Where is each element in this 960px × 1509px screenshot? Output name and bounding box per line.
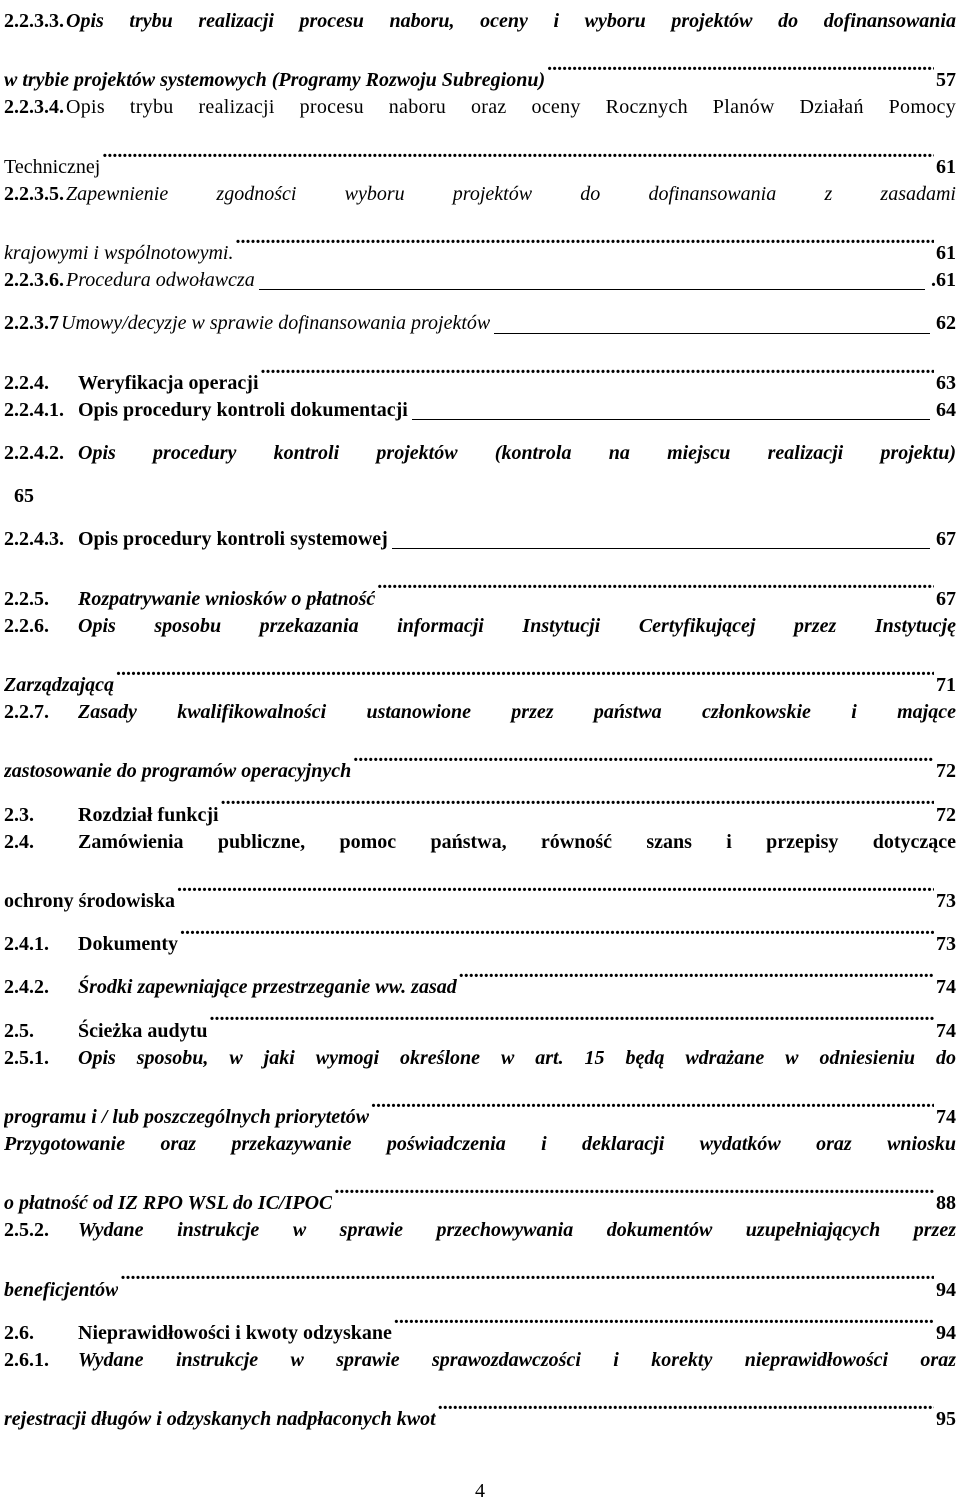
toc-number: 2.5.2. bbox=[4, 1219, 49, 1242]
toc-page-number: 62 bbox=[936, 312, 956, 335]
toc-number: 2.2.7. bbox=[4, 701, 49, 723]
toc-entry[interactable] bbox=[4, 518, 956, 561]
toc-page-number: 74 bbox=[936, 1105, 956, 1128]
toc-number: 2.2.3.6. bbox=[4, 269, 64, 292]
toc-page-number: 67 bbox=[936, 587, 956, 610]
table-of-contents bbox=[4, 0, 956, 1431]
dot-leader bbox=[259, 346, 935, 389]
toc-entry-continuation[interactable] bbox=[4, 1252, 956, 1301]
toc-number: 2.5. bbox=[4, 1019, 34, 1042]
toc-entry-continuation[interactable] bbox=[4, 216, 956, 265]
toc-title: Dokumenty bbox=[78, 933, 179, 956]
toc-number: 2.3. bbox=[4, 803, 34, 826]
toc-title: Procedura odwoławcza bbox=[66, 269, 255, 292]
toc-entry[interactable] bbox=[4, 1037, 956, 1080]
toc-title: o płatność od IZ RPO WSL do IC/IPOC bbox=[4, 1192, 333, 1215]
toc-entry[interactable] bbox=[4, 259, 956, 302]
toc-page-number: 73 bbox=[936, 933, 956, 956]
toc-entry-continuation[interactable] bbox=[4, 43, 956, 92]
toc-title: krajowymi i wspólnotowymi. bbox=[4, 242, 234, 265]
toc-title: rejestracji długów i odzyskanych nadpłaconych kwot bbox=[4, 1408, 436, 1431]
toc-title: Przygotowanie oraz przekazywanie poświadczenia i deklaracji wydatków oraz wniosku bbox=[4, 1132, 956, 1155]
dot-leader bbox=[392, 1296, 934, 1339]
toc-page-number: 63 bbox=[936, 371, 956, 394]
toc-number: 2.4.2. bbox=[4, 976, 49, 999]
dot-leader bbox=[375, 561, 934, 604]
toc-page-number: 72 bbox=[936, 803, 956, 826]
dot-leader bbox=[118, 1252, 934, 1295]
dot-leader bbox=[392, 547, 930, 549]
dot-leader bbox=[494, 332, 930, 334]
toc-page-number: 88 bbox=[936, 1192, 956, 1215]
dot-leader bbox=[114, 648, 934, 691]
dot-leader bbox=[369, 1080, 934, 1123]
toc-number: 2.2.3.5. bbox=[4, 182, 64, 205]
toc-title: Środki zapewniające przestrzeganie ww. zasad bbox=[78, 976, 457, 999]
toc-entry[interactable] bbox=[4, 302, 956, 345]
toc-page-number: 94 bbox=[936, 1321, 956, 1344]
toc-number: 2.6.1. bbox=[4, 1348, 49, 1371]
toc-page-number: 61 bbox=[936, 242, 956, 265]
toc-number: 2.2.3.7 bbox=[4, 312, 59, 335]
toc-page-number: 74 bbox=[936, 1019, 956, 1042]
toc-entry-continuation[interactable] bbox=[4, 130, 956, 178]
dot-leader bbox=[545, 43, 934, 86]
toc-title: Opis procedury kontroli systemowej bbox=[78, 528, 388, 551]
toc-title: Wydane instrukcje w sprawie przechowywania dokumentów uzupełniających przez bbox=[78, 1219, 956, 1242]
toc-title: Zamówienia publiczne, pomoc państwa, równość szans i przepisy dotyczące bbox=[78, 830, 956, 853]
toc-title: Rozdział funkcji bbox=[78, 803, 219, 826]
toc-entry[interactable] bbox=[4, 605, 956, 648]
toc-entry[interactable] bbox=[4, 1123, 956, 1166]
toc-title: Zasady kwalifikowalności ustanowione przez państwa członkowskie i mające bbox=[78, 701, 956, 723]
toc-title: ochrony środowiska bbox=[4, 889, 175, 912]
toc-entry[interactable] bbox=[4, 432, 956, 475]
toc-number: 2.2.4. bbox=[4, 371, 49, 394]
toc-title: programu i / lub poszczególnych priorytetów bbox=[4, 1105, 370, 1128]
toc-entry[interactable] bbox=[4, 1339, 956, 1382]
toc-entry[interactable] bbox=[4, 561, 956, 610]
toc-title: Nieprawidłowości i kwoty odzyskane bbox=[78, 1321, 392, 1344]
dot-leader bbox=[233, 216, 934, 259]
toc-page-number: 61 bbox=[936, 155, 956, 178]
toc-title: Weryfikacja operacji bbox=[78, 371, 259, 394]
dot-leader bbox=[412, 418, 930, 420]
toc-page-number: 72 bbox=[936, 760, 956, 783]
toc-title: Ścieżka audytu bbox=[78, 1019, 208, 1042]
toc-page-number: 95 bbox=[936, 1408, 956, 1431]
dot-leader bbox=[178, 907, 934, 950]
toc-entry[interactable] bbox=[4, 173, 956, 216]
dot-leader bbox=[457, 950, 934, 993]
toc-number: 2.2.4.2. bbox=[4, 441, 64, 464]
toc-entry[interactable] bbox=[4, 346, 956, 394]
toc-title: zastosowanie do programów operacyjnych bbox=[4, 760, 352, 783]
toc-page-number: 65 bbox=[14, 485, 34, 508]
toc-page-number: 67 bbox=[936, 528, 956, 551]
toc-entry[interactable] bbox=[4, 691, 956, 734]
toc-number: 2.2.5. bbox=[4, 587, 49, 610]
dot-leader bbox=[207, 993, 934, 1036]
toc-entry-continuation[interactable] bbox=[4, 475, 956, 518]
page-footer-number: 4 bbox=[475, 1480, 485, 1502]
toc-entry[interactable] bbox=[4, 86, 956, 129]
toc-title: Opis trybu realizacji procesu naboru oraz oceny Rocznych Planów Działań Pomocy bbox=[66, 96, 956, 119]
toc-entry-continuation[interactable] bbox=[4, 864, 956, 912]
toc-entry-continuation[interactable] bbox=[4, 1382, 956, 1431]
toc-number: 2.2.3.3. bbox=[4, 10, 64, 32]
toc-title: Zarządzającą bbox=[4, 674, 114, 696]
toc-title: w trybie projektów systemowych (Programy Rozwoju Subregionu) bbox=[4, 69, 546, 92]
toc-title: Opis procedury kontroli dokumentacji bbox=[78, 398, 408, 421]
toc-page-number: 94 bbox=[936, 1278, 956, 1301]
toc-page-number: 57 bbox=[936, 69, 956, 92]
toc-title: Opis trybu realizacji procesu naboru, oceny i wyboru projektów do dofinansowania bbox=[66, 10, 956, 32]
dot-leader bbox=[219, 777, 934, 820]
toc-number: 2.5.1. bbox=[4, 1046, 49, 1069]
dot-leader bbox=[436, 1382, 934, 1425]
toc-number: 2.2.6. bbox=[4, 614, 49, 637]
toc-entry-continuation[interactable] bbox=[4, 1166, 956, 1215]
toc-entry[interactable] bbox=[4, 821, 956, 864]
toc-title: Rozpatrywanie wniosków o płatność bbox=[78, 587, 376, 610]
dot-leader bbox=[175, 864, 934, 907]
toc-title: Zapewnienie zgodności wyboru projektów do dofinansowania z zasadami bbox=[66, 182, 956, 205]
toc-title: Opis sposobu przekazania informacji Instytucji Certyfikującej przez Instytucję bbox=[78, 614, 956, 637]
toc-title: Umowy/decyzje w sprawie dofinansowania projektów bbox=[61, 312, 491, 335]
toc-page-number: 73 bbox=[936, 889, 956, 912]
toc-entry-continuation[interactable] bbox=[4, 1080, 956, 1128]
toc-entry-continuation[interactable] bbox=[4, 648, 956, 696]
toc-entry[interactable] bbox=[4, 1296, 956, 1344]
dot-leader bbox=[351, 734, 934, 777]
toc-entry[interactable] bbox=[4, 0, 956, 43]
toc-page-number: 74 bbox=[936, 976, 956, 999]
toc-number: 2.2.4.1. bbox=[4, 398, 64, 421]
toc-title: Technicznej bbox=[4, 155, 101, 178]
toc-title: Opis procedury kontroli projektów (kontrola na miejscu realizacji projektu) bbox=[78, 441, 956, 464]
toc-page-number: 64 bbox=[936, 398, 956, 421]
toc-number: 2.4. bbox=[4, 830, 34, 853]
toc-entry[interactable] bbox=[4, 1209, 956, 1252]
dot-leader bbox=[259, 288, 925, 290]
toc-number: 2.2.4.3. bbox=[4, 528, 64, 551]
toc-title: Wydane instrukcje w sprawie sprawozdawczości i korekty nieprawidłowości oraz bbox=[78, 1348, 956, 1371]
toc-number: 2.4.1. bbox=[4, 933, 49, 956]
toc-page-number: .61 bbox=[931, 269, 956, 292]
toc-entry[interactable] bbox=[4, 389, 956, 432]
toc-title: Opis sposobu, w jaki wymogi określone w art. 15 będą wdrażane w odniesieniu do bbox=[78, 1046, 956, 1069]
dot-leader bbox=[100, 130, 934, 173]
toc-number: 2.6. bbox=[4, 1321, 34, 1344]
toc-page-number: 71 bbox=[936, 674, 956, 696]
dot-leader bbox=[332, 1166, 934, 1209]
toc-entry-continuation[interactable] bbox=[4, 734, 956, 783]
toc-number: 2.2.3.4. bbox=[4, 96, 64, 119]
toc-title: beneficjentów bbox=[4, 1278, 119, 1301]
